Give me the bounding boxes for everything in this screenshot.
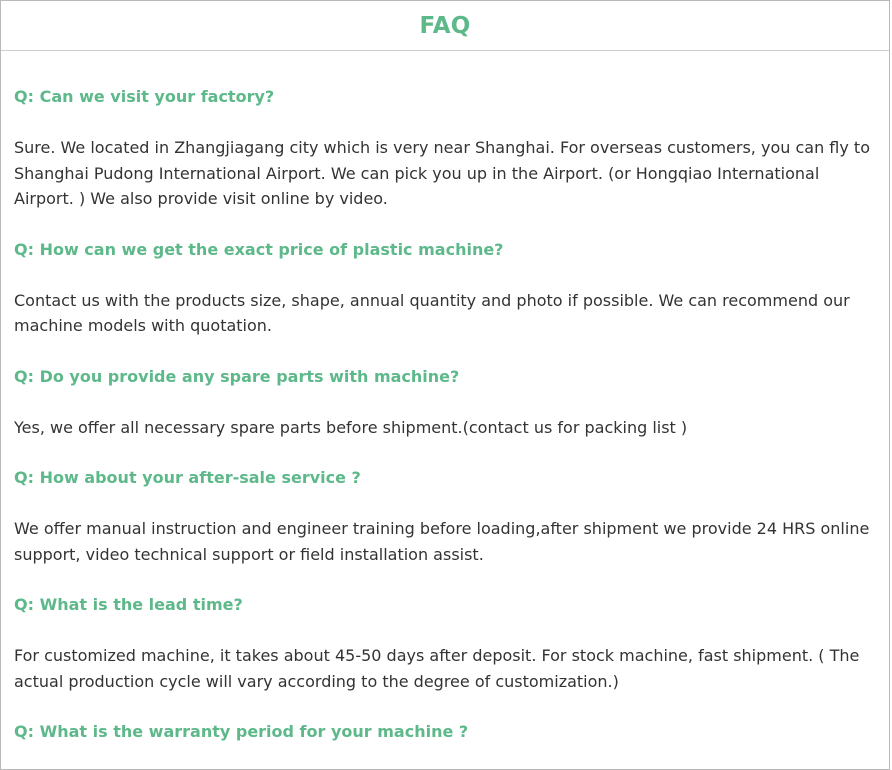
faq-question: Q: Do you provide any spare parts with machine? bbox=[14, 366, 460, 386]
faq-question: Q: How can we get the exact price of plastic machine? bbox=[14, 239, 504, 259]
faq-header bbox=[1, 1, 889, 51]
faq-answer: Sure. We located in Zhangjiagang city which is very near Shanghai. For overseas customers, you can fly to Shanghai Pudong International Airport. We can pick you up in the Airport. (or Hongqiao International Airport. ) We also provide visit online by video. bbox=[14, 138, 870, 208]
faq-answer: For customized machine, it takes about 45-50 days after deposit. For stock machine, fast shipment. ( The actual production cycle will vary according to the degree of customization.) bbox=[14, 646, 860, 691]
faq-answer: Contact us with the products size, shape, annual quantity and photo if possible. We can recommend our machine models with quotation. bbox=[14, 290, 850, 335]
faq-item-lead-time bbox=[14, 592, 871, 694]
faq-answer: We offer manual instruction and engineer training before loading,after shipment we provide 24 HRS online support, video technical support or field installation assist. bbox=[14, 519, 870, 564]
faq-item-warranty bbox=[14, 719, 871, 745]
faq-item-factory-visit bbox=[14, 84, 871, 212]
page-title: FAQ bbox=[419, 12, 471, 39]
faq-list bbox=[1, 51, 889, 745]
faq-item-after-sale bbox=[14, 465, 871, 567]
faq-item-price bbox=[14, 237, 871, 339]
faq-answer: Yes, we offer all necessary spare parts before shipment.(contact us for packing list ) bbox=[14, 417, 688, 437]
faq-question: Q: What is the warranty period for your machine ? bbox=[14, 722, 469, 741]
faq-question: Q: What is the lead time? bbox=[14, 595, 243, 614]
faq-item-spare-parts bbox=[14, 364, 871, 441]
faq-question: Q: Can we visit your factory? bbox=[14, 87, 275, 106]
faq-question: Q: How about your after-sale service ? bbox=[14, 468, 361, 487]
